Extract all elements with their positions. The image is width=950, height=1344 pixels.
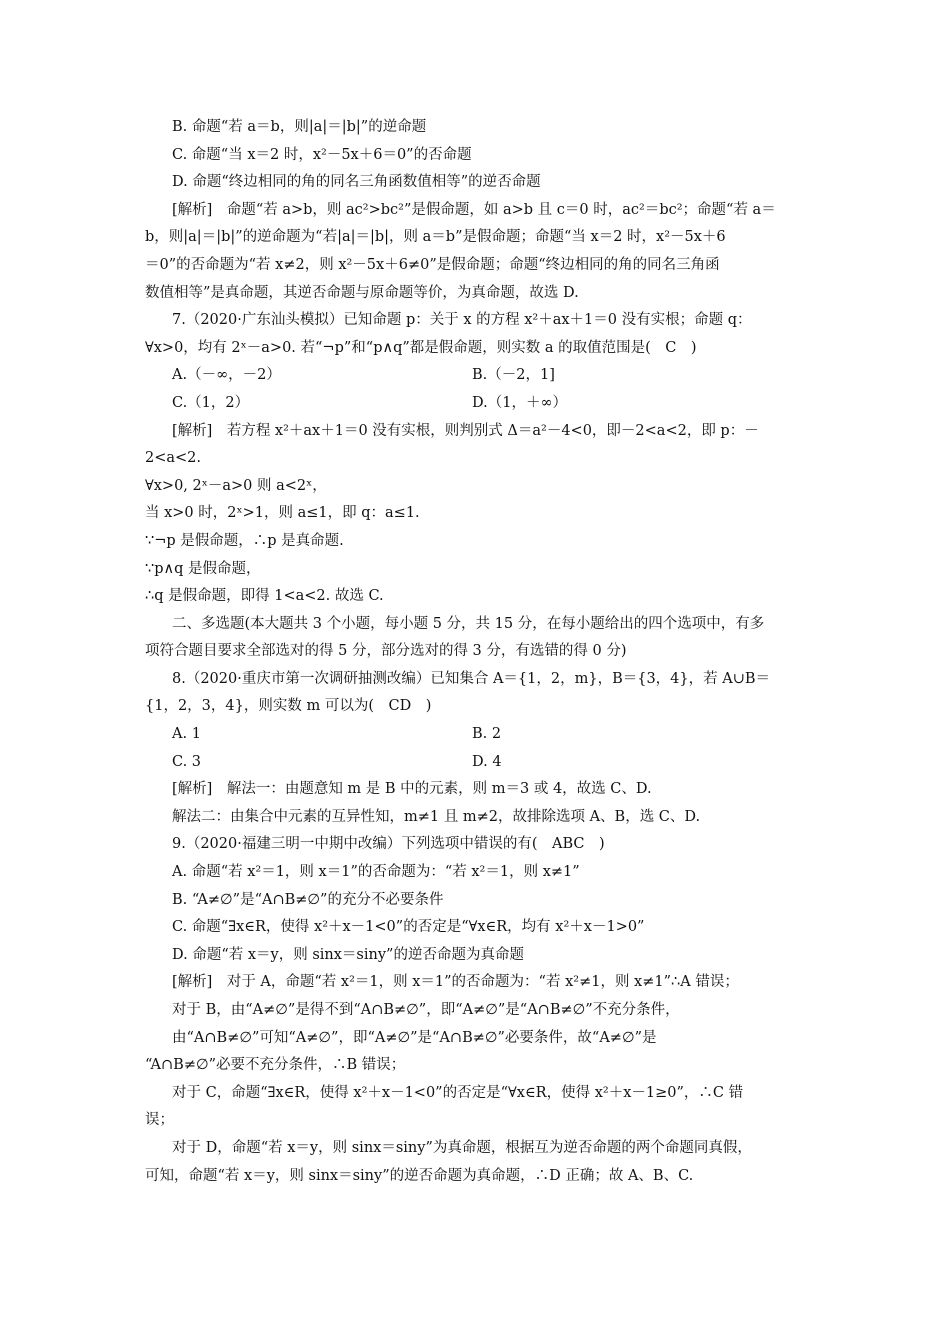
q6-option-c: C. 命题“当 x＝2 时，x²－5x＋6＝0”的否命题 — [172, 146, 472, 163]
q7-solution-line: ∴q 是假命题，即得 1<a<2. 故选 C. — [145, 588, 384, 605]
q8-stem-line: {1，2，3，4}，则实数 m 可以为( CD ) — [145, 698, 432, 715]
q9-solution-line: 对于 D，命题“若 x＝y，则 sinx＝siny”为真命题，根据互为逆否命题的两个命题同真假， — [172, 1139, 752, 1156]
q7-option-b: B.（－2，1] — [472, 367, 555, 384]
q6-option-d: D. 命题“终边相同的角的同名三角函数值相等”的逆否命题 — [172, 174, 541, 191]
q7-solution-line: 当 x>0 时，2ˣ>1，则 a≤1，即 q：a≤1. — [145, 505, 420, 522]
q9-solution-line: 误； — [145, 1112, 174, 1129]
section-heading: 二、多选题(本大题共 3 个小题，每小题 5 分，共 15 分，在每小题给出的四个选项中，有多 — [172, 615, 765, 632]
q7-option-d: D.（1，＋∞） — [472, 394, 568, 411]
document-body — [145, 114, 825, 1190]
q9-stem-line: 9.（2020·福建三明一中期中改编）下列选项中错误的有( ABC ) — [172, 836, 605, 853]
q6-solution-line: b，则|a|＝|b|”的逆命题为“若|a|＝|b|，则 a＝b”是假命题；命题“当 x＝2 时，x²－5x＋6 — [145, 229, 726, 246]
q8-stem-line: 8.（2020·重庆市第一次调研抽测改编）已知集合 A＝{1，2，m}，B＝{3，4}，若 A∪B＝ — [172, 670, 771, 687]
q6-solution-line: 数值相等”是真命题，其逆否命题与原命题等价，为真命题，故选 D. — [145, 284, 579, 301]
q8-option-d: D. 4 — [472, 753, 502, 770]
q7-option-c: C.（1，2） — [172, 394, 250, 411]
q9-option-a: A. 命题“若 x²＝1，则 x＝1”的否命题为：“若 x²＝1，则 x≠1” — [172, 864, 580, 881]
q7-solution-line: ∵p∧q 是假命题， — [145, 560, 261, 577]
q9-option-c: C. 命题“∃x∈R，使得 x²＋x－1<0”的否定是“∀x∈R，均有 x²＋x－1>0” — [172, 919, 645, 936]
q9-solution-line: “A∩B≠∅”必要不充分条件，∴B 错误； — [145, 1057, 406, 1074]
q7-options-row — [145, 390, 825, 418]
q9-option-b: B. “A≠∅”是“A∩B≠∅”的充分不必要条件 — [172, 891, 444, 908]
q9-solution-line: [解析] 对于 A，命题“若 x²＝1，则 x＝1”的否命题为：“若 x²≠1，则 x≠1”∴A 错误； — [172, 974, 739, 991]
q9-option-d: D. 命题“若 x＝y，则 sinx＝siny”的逆否命题为真命题 — [172, 946, 524, 963]
q8-options-row — [145, 749, 825, 777]
q9-solution-line: 由“A∩B≠∅”可知“A≠∅”，即“A≠∅”是“A∩B≠∅”必要条件，故“A≠∅”是 — [172, 1029, 657, 1046]
q8-option-c: C. 3 — [172, 753, 202, 770]
q9-solution-line: 可知，命题“若 x＝y，则 sinx＝siny”的逆否命题为真命题，∴D 正确；故 A、B、C. — [145, 1167, 694, 1184]
q9-solution-line: 对于 C，命题“∃x∈R，使得 x²＋x－1<0”的否定是“∀x∈R，使得 x²＋x－1≥0”，∴C 错 — [172, 1084, 744, 1101]
q8-solution-line: 解法二：由集合中元素的互异性知，m≠1 且 m≠2，故排除选项 A、B，选 C、D. — [172, 808, 701, 825]
q7-stem-line: 7.（2020·广东汕头模拟）已知命题 p：关于 x 的方程 x²＋ax＋1＝0 没有实根；命题 q： — [172, 312, 752, 329]
q7-option-a: A.（－∞，－2） — [172, 367, 281, 384]
q8-solution-line: [解析] 解法一：由题意知 m 是 B 中的元素，则 m＝3 或 4，故选 C、D. — [172, 781, 652, 798]
q8-option-b: B. 2 — [472, 726, 502, 743]
q8-options-row — [145, 721, 825, 749]
q7-stem-line: ∀x>0，均有 2ˣ－a>0. 若“¬p”和“p∧q”都是假命题，则实数 a 的取值范围是( C ) — [145, 339, 697, 356]
q6-solution-line: ＝0”的否命题为“若 x≠2，则 x²－5x＋6≠0”是假命题；命题“终边相同的角的同名三角函 — [145, 256, 720, 273]
q9-solution-line: 对于 B，由“A≠∅”是得不到“A∩B≠∅”，即“A≠∅”是“A∩B≠∅”不充分条件， — [172, 1002, 680, 1018]
section-heading: 项符合题目要求全部选对的得 5 分，部分选对的得 3 分，有选错的得 0 分) — [145, 643, 627, 660]
q7-solution-line: ∵¬p 是假命题，∴p 是真命题. — [145, 532, 344, 549]
q7-solution-line: ∀x>0, 2ˣ－a>0 则 a<2ˣ， — [145, 477, 327, 494]
q6-solution-line: [解析] 命题“若 a>b，则 ac²>bc²”是假命题，如 a>b 且 c＝0 时，ac²＝bc²；命题“若 a＝ — [172, 201, 776, 218]
q6-option-b: B. 命题“若 a＝b，则|a|＝|b|”的逆命题 — [172, 119, 427, 135]
q8-option-a: A. 1 — [172, 726, 201, 743]
q7-solution-line: [解析] 若方程 x²＋ax＋1＝0 没有实根，则判别式 Δ＝a²－4<0，即－2<a<2，即 p：－ — [172, 422, 759, 439]
q7-solution-line: 2<a<2. — [145, 450, 202, 467]
q7-options-row — [145, 362, 825, 390]
